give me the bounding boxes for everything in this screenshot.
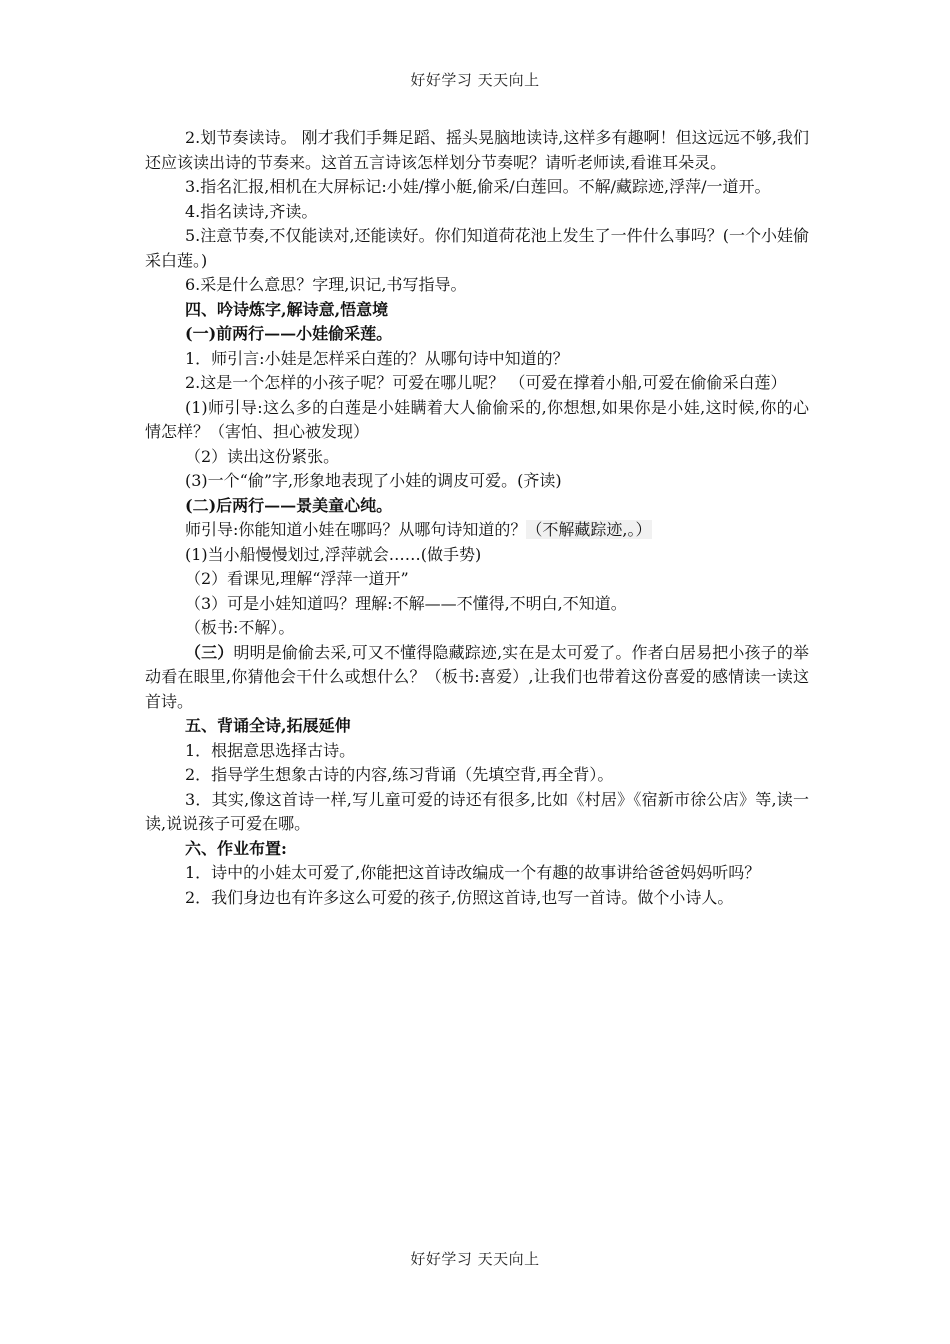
paragraph-guide-2: （2）读出这份紧张。: [185, 446, 340, 466]
paragraph-character-cai: 6.采是什么意思？字理,识记,书写指导。: [185, 275, 467, 294]
paragraph-blackboard-bujie: （板书:不解）。: [185, 618, 295, 637]
section-heading-5: 五、背诵全诗,拓展延伸: [185, 716, 351, 735]
paragraph-choose-poem: 1．根据意思选择古诗。: [185, 740, 356, 760]
teacher-guide-answer: （不解藏踪迹,。）: [526, 520, 652, 539]
paragraph-rhythm-reading: 2.划节奏读诗。 刚才我们手舞足蹈、摇头晃脑地读诗,这样多有趣啊！但这远远不够,我们还应该读出诗的节奏来。这首五言诗该怎样划分节奏呢？请听老师读,看谁耳朵灵。: [145, 128, 809, 172]
section-heading-6: 六、作业布置:: [185, 838, 287, 858]
paragraph-report: 3.指名汇报,相机在大屏标记:小娃/撑小艇,偷采/白莲回。不解/藏踪迹,浮萍/一道开。: [185, 177, 771, 196]
page-header: 好好学习 天天向上: [410, 71, 540, 89]
paragraph-teacher-guide: [145, 518, 809, 543]
paragraph-teacher-intro: 1．师引言:小娃是怎样采白莲的？从哪句诗中知道的？: [185, 348, 569, 368]
paragraph-guide-1: (1)师引导:这么多的白莲是小娃瞒着大人偷偷采的,你想想,如果你是小娃,这时候,你的心情怎样？（害怕、担心被发现）: [145, 397, 809, 441]
paragraph-other-poems: 3．其实,像这首诗一样,写儿童可爱的诗还有很多,比如《村居》《宿新市徐公店》等,读一读,说说孩子可爱在哪。: [145, 789, 809, 833]
lesson-plan-body: [145, 126, 809, 910]
page-footer: 好好学习 天天向上: [410, 1250, 540, 1268]
paragraph-duckweed: （2）看课见,理解“浮萍一道开”: [185, 569, 409, 588]
paragraph-part-3: [145, 641, 809, 715]
paragraph-rhythm-attention: 5.注意节奏,不仅能读对,还能读好。你们知道荷花池上发生了一件什么事吗？(一个小娃偷采白莲。): [145, 226, 809, 270]
subsection-heading-1: (一)前两行——小娃偷采莲。: [185, 324, 393, 343]
paragraph-bujie: （3）可是小娃知道吗？理解:不解——不懂得,不明白,不知道。: [185, 593, 627, 613]
paragraph-guide-3: (3)一个“偷”字,形象地表现了小娃的调皮可爱。(齐读): [185, 471, 562, 490]
part-3-label: （三）: [185, 642, 234, 662]
paragraph-read-aloud: 4.指名读诗,齐读。: [185, 201, 318, 221]
part-3-text: 明明是偷偷去采,可又不懂得隐藏踪迹,实在是太可爱了。作者白居易把小孩子的举动看在眼里,你猜他会干什么或想什么？（板书:喜爱）,让我们也带着这份喜爱的感情读一读这首诗。: [145, 642, 809, 711]
section-heading-4: 四、吟诗炼字,解诗意,悟意境: [185, 299, 389, 319]
paragraph-recite: 2．指导学生想象古诗的内容,练习背诵（先填空背,再全背）。: [185, 765, 614, 784]
paragraph-homework-2: 2．我们身边也有许多这么可爱的孩子,仿照这首诗,也写一首诗。做个小诗人。: [185, 887, 734, 907]
paragraph-boat: (1)当小船慢慢划过,浮萍就会……(做手势): [185, 544, 482, 564]
subsection-heading-2: (二)后两行——景美童心纯。: [185, 495, 393, 515]
teacher-guide-text: 师引导:你能知道小娃在哪吗？从哪句诗知道的？: [185, 520, 527, 539]
paragraph-homework-1: 1．诗中的小娃太可爱了,你能把这首诗改编成一个有趣的故事讲给爸爸妈妈听吗？: [185, 863, 761, 882]
paragraph-cute-child: 2.这是一个怎样的小孩子呢？可爱在哪儿呢？ （可爱在撑着小船,可爱在偷偷采白莲）: [185, 373, 787, 392]
